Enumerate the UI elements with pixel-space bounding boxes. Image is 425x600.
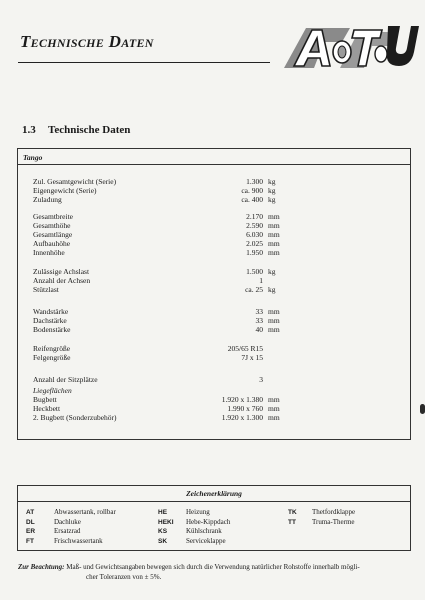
legend-description: Heizung	[186, 508, 210, 516]
spec-row	[33, 375, 383, 385]
legend-description: Truma-Therme	[312, 517, 355, 526]
legend-code: TT	[288, 518, 296, 526]
spec-label: Heckbett	[33, 404, 61, 413]
note-line-2: cher Toleranzen von ± 5%.	[86, 573, 162, 581]
header-title: Technische Daten	[20, 32, 154, 51]
spec-unit: mm	[268, 221, 280, 230]
note	[18, 562, 413, 582]
spec-value: 1.950	[246, 248, 263, 257]
spec-value: 33	[255, 316, 263, 325]
spec-label: Innenhöhe	[33, 248, 65, 257]
model-label: Tango	[23, 153, 43, 162]
spec-value: 40	[255, 325, 263, 334]
spec-row	[33, 413, 383, 423]
spec-label: Stützlast	[33, 285, 59, 294]
spec-value: 2.590	[246, 221, 263, 230]
section-title: Technische Daten	[48, 124, 131, 136]
spec-unit: mm	[268, 325, 280, 334]
legend-code: KS	[158, 528, 168, 535]
legend-code: HE	[158, 509, 168, 516]
spec-row	[33, 353, 383, 363]
spec-value: 33	[255, 307, 263, 316]
technical-data-box	[17, 148, 411, 440]
spec-row	[33, 195, 383, 205]
scan-mark	[420, 404, 425, 414]
legend-description: Ersatzrad	[54, 527, 81, 535]
spec-label: Liegeflächen	[33, 386, 72, 395]
spec-label: 2. Bugbett (Sonderzubehör)	[33, 413, 117, 422]
spec-label: Dachstärke	[33, 316, 67, 325]
legend-description: Thetfordklappe	[312, 508, 356, 516]
spec-unit: mm	[268, 413, 280, 422]
spec-unit: mm	[268, 230, 280, 239]
header-rule	[18, 62, 270, 63]
spec-label: Eigengewicht (Serie)	[33, 186, 97, 195]
spec-label: Reifengröße	[33, 344, 71, 353]
legend-code: ER	[26, 528, 36, 535]
spec-unit: kg	[268, 195, 276, 204]
spec-unit: mm	[268, 248, 280, 257]
legend-code: DL	[26, 518, 35, 526]
spec-row	[33, 325, 383, 335]
spec-value: ca. 400	[241, 195, 263, 204]
spec-label: Bodenstärke	[33, 325, 71, 334]
spec-value: 7J x 15	[241, 353, 263, 362]
spec-label: Felgengröße	[33, 353, 71, 362]
legend-description: Serviceklappe	[186, 536, 226, 545]
spec-label: Gesamtlänge	[33, 230, 73, 239]
spec-row	[33, 248, 383, 258]
spec-unit: mm	[268, 307, 280, 316]
spec-label: Anzahl der Achsen	[33, 276, 91, 285]
spec-value: 1.300	[246, 177, 263, 186]
spec-label: Wandstärke	[33, 307, 69, 316]
spec-value: 3	[259, 375, 263, 384]
spec-label: Aufbauhöhe	[33, 239, 71, 248]
spec-unit: kg	[268, 285, 276, 294]
spec-value: 2.025	[246, 239, 263, 248]
spec-label: Zuladung	[33, 195, 62, 204]
spec-value: ca. 900	[241, 186, 263, 195]
spec-value: 1.920 x 1.300	[221, 413, 263, 422]
legend-description: Dachluke	[54, 517, 81, 526]
spec-label: Gesamtbreite	[33, 212, 73, 221]
spec-label: Gesamthöhe	[33, 221, 71, 230]
legend-code: SK	[158, 537, 168, 545]
spec-label: Bugbett	[33, 395, 57, 404]
spec-unit: mm	[268, 316, 280, 325]
spec-label: Zulässige Achslast	[33, 267, 90, 276]
legend-description: Kühlschrank	[186, 527, 222, 535]
legend-code: FT	[26, 537, 34, 545]
legend-code: HEKI	[158, 518, 174, 526]
spec-value: 1.920 x 1.380	[221, 395, 263, 404]
page-header	[18, 18, 410, 72]
legend-description: Frischwassertank	[54, 536, 103, 545]
spec-unit: kg	[268, 267, 276, 276]
spec-unit: mm	[268, 239, 280, 248]
legend-divider	[18, 501, 410, 502]
spec-value: 1.990 x 760	[227, 404, 263, 413]
spec-value: 6.030	[246, 230, 263, 239]
legend-code: TK	[288, 509, 297, 516]
legend-description: Hebe-Kippdach	[186, 517, 231, 526]
legend-box	[17, 485, 411, 551]
box-divider	[18, 164, 410, 165]
spec-label: Anzahl der Sitzplätze	[33, 375, 98, 384]
spec-value: 205/65 R15	[227, 344, 263, 353]
spec-unit: mm	[268, 404, 280, 413]
section-heading	[22, 124, 130, 136]
spec-unit: kg	[268, 186, 276, 195]
spec-value: 1.500	[246, 267, 263, 276]
spec-unit: mm	[268, 395, 280, 404]
legend-description: Abwassertank, rollbar	[54, 508, 116, 516]
legend-code: AT	[26, 509, 35, 516]
note-lead: Zur Beachtung:	[18, 563, 65, 571]
legend-title: Zeichenerklärung	[186, 489, 242, 498]
spec-unit: mm	[268, 212, 280, 221]
section-number: 1.3	[22, 124, 36, 136]
spec-value: ca. 25	[245, 285, 263, 294]
spec-value: 2.170	[246, 212, 263, 221]
atu-logo	[280, 22, 420, 70]
note-line-1: Maß- und Gewichtsangaben bewegen sich durch die Verwendung natürlicher Rohstoffe innerhalb mögli-	[66, 563, 360, 571]
spec-label: Zul. Gesamtgewicht (Serie)	[33, 177, 117, 186]
spec-row	[33, 285, 383, 295]
spec-unit: kg	[268, 177, 276, 186]
spec-value: 1	[259, 276, 263, 285]
